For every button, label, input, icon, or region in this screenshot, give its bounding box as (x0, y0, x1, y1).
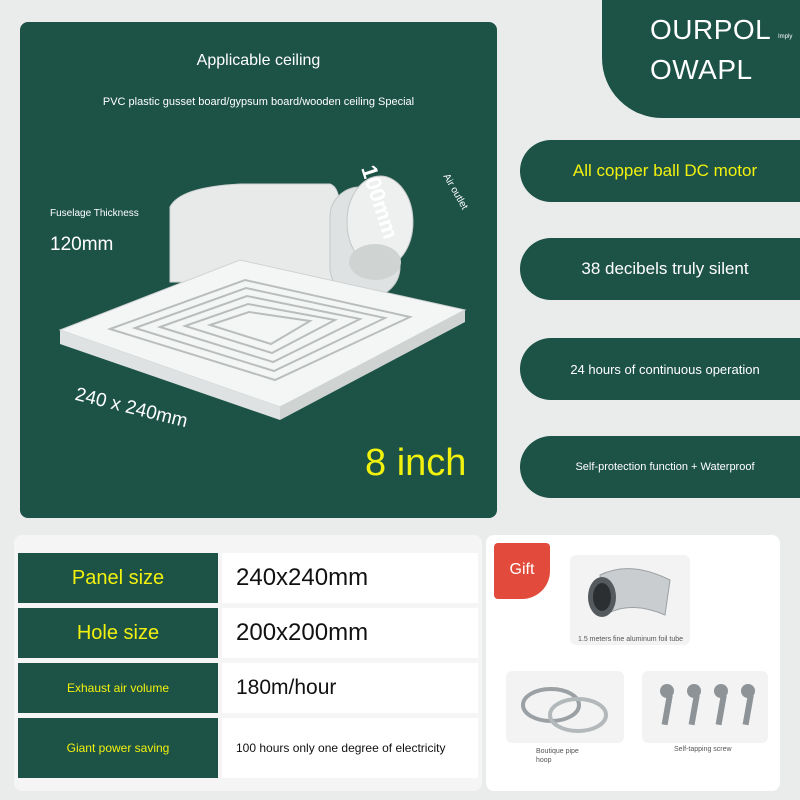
spec-key: Exhaust air volume (18, 663, 218, 713)
brand-name: OURPOL (650, 14, 772, 45)
gift-caption-screws: Self-tapping screw (674, 746, 732, 753)
specs-table (14, 535, 482, 791)
spec-key: Giant power saving (18, 718, 218, 778)
gift-caption-hoop: Boutique pipe hoop (536, 748, 579, 764)
spec-row-panel-size (18, 553, 478, 603)
feature-dc-motor: All copper ball DC motor (520, 140, 800, 202)
product-panel (20, 22, 497, 518)
gift-panel (486, 535, 780, 791)
ceiling-description: PVC plastic gusset board/gypsum board/wooden ceiling Special (102, 96, 415, 108)
gift-caption-tube: 1.5 meters fine aluminum foil tube (578, 636, 684, 643)
spec-value: 240x240mm (222, 553, 478, 603)
spec-key: Panel size (18, 553, 218, 603)
spec-value: 200x200mm (222, 608, 478, 658)
feature-silent: 38 decibels truly silent (520, 238, 800, 300)
feature-waterproof: Self-protection function + Waterproof (520, 436, 800, 498)
spec-value: 100 hours only one degree of electricity (222, 718, 478, 778)
spec-row-hole-size (18, 608, 478, 658)
ceiling-title: Applicable ceiling (196, 52, 321, 69)
pipe-hoop-image (506, 671, 624, 743)
air-outlet-size: 100mm (356, 162, 404, 242)
screws-image (642, 671, 768, 743)
size-inch: 8 inch (365, 442, 467, 484)
panel-dimension: 240 x 240mm (72, 384, 190, 433)
brand-badge (602, 0, 800, 118)
spec-row-exhaust-volume (18, 663, 478, 713)
brand-sub: OWAPL (650, 54, 753, 85)
gift-badge: Gift (494, 543, 550, 599)
spec-key: Hole size (18, 608, 218, 658)
spec-value: 180m/hour (222, 663, 478, 713)
foil-tube-image (570, 555, 690, 645)
feature-continuous-operation: 24 hours of continuous operation (520, 338, 800, 400)
spec-row-power-saving (18, 718, 478, 778)
air-outlet-label: Air outlet (440, 172, 470, 212)
fuselage-thickness-value: 120mm (50, 234, 114, 255)
brand-trademark: Imply (778, 34, 793, 40)
fuselage-thickness-label: Fuselage Thickness (50, 208, 139, 219)
